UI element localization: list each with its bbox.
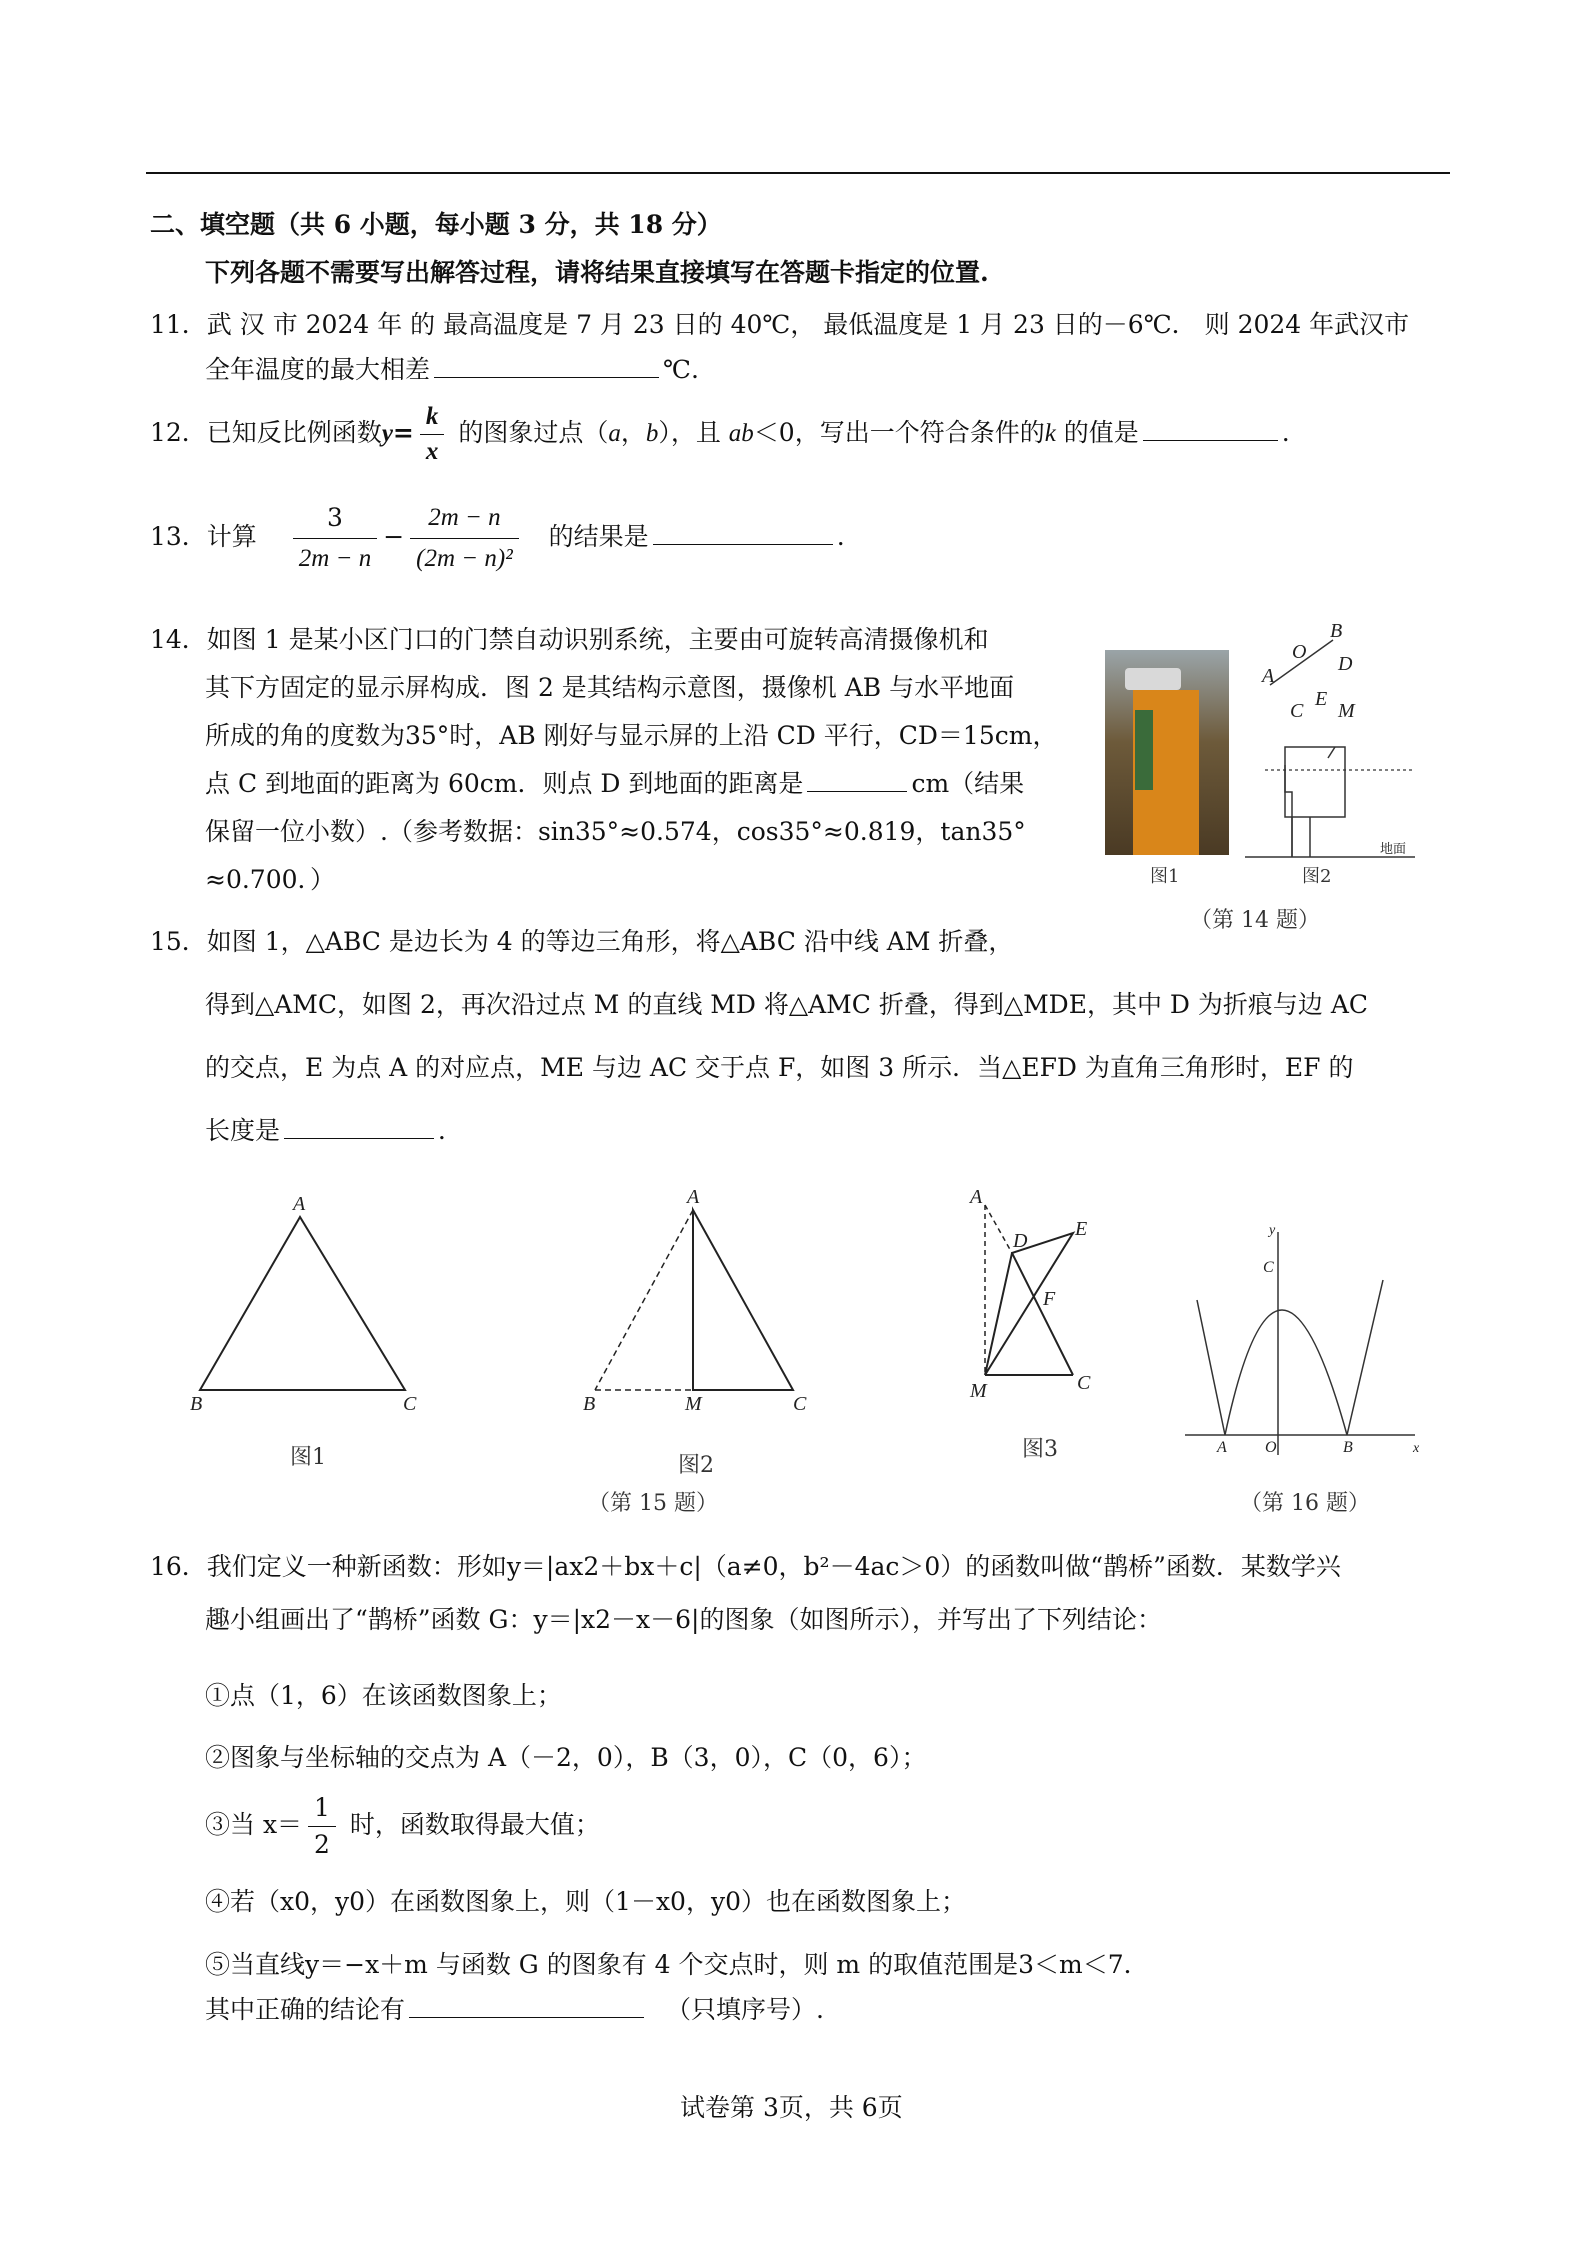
q12-answer-blank[interactable] [1143,418,1278,441]
q14-photo-camera [1125,668,1181,690]
q16-c3-fraction [308,1790,336,1863]
q14-point-C: C [1290,700,1304,722]
q16-label-B: B [1343,1439,1353,1456]
q15-fig2-label: 图2 [678,1453,714,1478]
q14-fig2-diagram [1240,620,1420,865]
q12-fraction [420,400,445,469]
q13-post: 的结果是 [540,522,649,551]
q14-point-E: E [1315,688,1328,710]
q14-line-6: ≈0.700．） [205,865,336,894]
q13-end: . [836,522,845,551]
q15-fig3-M: M [970,1380,987,1402]
q15-fig3-diagram [955,1185,1105,1405]
q14-point-O: O [1292,641,1307,663]
q13-answer-blank[interactable] [653,522,833,545]
q16-conclusion-3 [205,1790,600,1863]
q15-fig2-A: A [687,1186,700,1208]
q12-end: . [1281,418,1290,447]
q14-ground-label: 地面 [1380,841,1407,856]
q12-mid: 的图象过点（ [450,418,609,447]
q11-unit: ℃. [663,355,699,384]
q16-arch-curve [1225,1310,1347,1435]
q15-fig3-AD-dashed [985,1205,1012,1253]
q16-label-y: y [1269,1223,1276,1238]
q14-point-D: D [1338,653,1353,675]
q16-c3-pre: ③当 x＝ [205,1810,303,1839]
q12-frac-den: x [425,438,439,465]
q14-line-4 [205,764,1024,800]
q15-line-4-text: 长度是 [205,1116,281,1145]
q15-answer-blank[interactable] [284,1116,434,1139]
q15-line-4 [205,1111,463,1147]
q15-fig1-C: C [403,1393,417,1415]
q16-c3-num: 1 [308,1790,336,1827]
q12-post: 的值是 [1055,418,1139,447]
q16-graph [1185,1220,1425,1460]
q11-line1: 11．武 汉 市 2024 年 的 最高温度是 7 月 23 日的 40℃， 最低温度是 1 月 23 日的－6℃． 则 2024 年武汉市 [150,310,1410,339]
q16-conclusion-5: ⑤当直线y＝−x＋m 与函数 G 的图象有 4 个交点时，则 m 的取值范围是3＜m＜7． [205,1950,1149,1979]
q12-line [150,400,1290,469]
q14-fig1-photo [1105,650,1229,855]
q16-conclusion-4: ④若（x0，y0）在函数图象上，则（1－x0，y0）也在函数图象上； [205,1887,966,1916]
q12-pre: 12．已知反比例函数 [150,418,382,447]
q16-conclusion-1: ①点（1，6）在该函数图象上； [205,1681,562,1710]
q15-fig2-AB-dashed [595,1210,693,1390]
q16-label-x: x [1413,1441,1420,1456]
q14-point-A: A [1262,665,1275,687]
q13-pre: 13．计算 [150,522,257,551]
q13-f2-den: (2m − n)² [416,545,513,572]
q12-ab: ab [728,420,754,447]
q16-label-C: C [1263,1259,1274,1276]
q15-line-3: 的交点，E 为点 A 的对应点，ME 与边 AC 交于点 F，如图 3 所示．当△EFD 为直角三角形时，EF 的 [205,1053,1354,1082]
q15-fig3-label: 图3 [1022,1437,1058,1462]
q13-f2-num: 2m − n [410,498,519,539]
q15-fig2-B: B [583,1393,596,1415]
q16-label-A: A [1217,1439,1227,1456]
q16-conclusion-2: ②图象与坐标轴的交点为 A（－2，0），B（3，0），C（0，6）； [205,1743,927,1772]
q13-line [150,498,845,579]
q15-fig3-F: F [1043,1288,1056,1310]
q13-minus: − [383,522,405,551]
q15-line-1: 15．如图 1，△ABC 是边长为 4 的等边三角形，将△ABC 沿中线 AM 折叠， [150,927,1014,956]
q13-fraction-2 [410,498,519,579]
page-footer: 试卷第 3页，共 6页 [680,2093,903,2122]
q14-screen-box [1285,747,1345,817]
q15-fig1-A: A [293,1193,306,1215]
q15-caption: （第 15 题） [588,1491,718,1516]
q15-line-2: 得到△AMC，如图 2，再次沿过点 M 的直线 MD 将△AMC 折叠，得到△MDE，其中 D 为折痕与边 AC [205,990,1369,1019]
q12-mid2: ），且 [658,418,729,447]
q14-point-M: M [1338,700,1355,722]
q15-end: ． [438,1116,464,1145]
q12-fn-y: y [381,420,393,447]
q16-label-O: O [1265,1439,1277,1456]
q14-line-3: 所成的角的度数为35°时，AB 刚好与显示屏的上沿 CD 平行，CD＝15cm， [205,721,1058,750]
q12-fn-eq: = [392,418,414,447]
q16-final-pre: 其中正确的结论有 [205,1995,406,2024]
q12-comma: ， [620,418,646,447]
q14-CD [1328,747,1335,758]
q14-answer-blank[interactable] [807,769,907,792]
q14-post-left [1285,765,1292,857]
q13-f1-den: 2m − n [298,545,372,572]
section-heading: 二、填空题（共 6 小题，每小题 3 分，共 18 分） [150,210,722,239]
q15-fig1-label: 图1 [290,1445,326,1470]
q14-line-2: 其下方固定的显示屏构成．图 2 是其结构示意图，摄像机 AB 与水平地面 [205,673,1015,702]
q15-fig3-D: D [1013,1230,1028,1252]
q15-fig2-triangle-AMC [693,1210,793,1390]
q16-line-2: 趣小组画出了“鹊桥”函数 G：y＝|x2－x－6|的图象（如图所示），并写出了下列结论： [205,1605,1162,1634]
q12-b: b [645,420,659,447]
q16-c3-den: 2 [314,1830,330,1859]
q15-fig2-diagram [575,1185,835,1415]
q14-caption: （第 14 题） [1190,908,1320,933]
q13-f1-num: 3 [293,498,377,539]
q11-line2 [205,350,699,386]
q14-line-5: 保留一位小数）.（参考数据：sin35°≈0.574，cos35°≈0.819，tan35° [205,817,1026,846]
q14-point-B: B [1330,620,1343,642]
q16-c3-post: 时，函数取得最大值； [341,1810,600,1839]
q15-fig2-C: C [793,1393,807,1415]
q15-fig3-A: A [970,1186,983,1208]
q11-line2-text: 全年温度的最大相差 [205,355,431,384]
q11-answer-blank[interactable] [434,355,659,378]
header-rule [146,172,1450,174]
q12-frac-num: k [420,400,445,435]
q14-line-1: 14．如图 1 是某小区门口的门禁自动识别系统，主要由可旋转高清摄像机和 [150,625,989,654]
q12-mid3: ＜0，写出一个符合条件的 [753,418,1045,447]
q15-fig1-diagram [190,1185,430,1415]
q15-fig3-E: E [1075,1218,1088,1240]
q14-line-4-text: 点 C 到地面的距离为 60cm．则点 D 到地面的距离是 [205,769,804,798]
q12-a: a [608,420,621,447]
q15-fig3-C: C [1077,1372,1091,1394]
q16-left-branch [1197,1300,1225,1435]
q14-photo-screen [1135,710,1153,790]
q16-caption: （第 16 题） [1240,1491,1370,1516]
q15-fig3-triangle-MDE [985,1233,1073,1375]
section-instruction: 下列各题不需要写出解答过程，请将结果直接填写在答题卡指定的位置. [205,258,989,287]
q15-fig2-M: M [685,1393,702,1415]
q16-right-branch [1347,1280,1383,1435]
q14-line-4-tail: cm（结果 [911,769,1025,798]
q16-final-line [205,1990,824,2026]
q16-answer-blank[interactable] [409,1995,644,2018]
q13-fraction-1 [293,498,377,579]
q14-fig2-label: 图2 [1302,866,1332,887]
q14-fig1-label: 图1 [1150,866,1180,887]
q12-k: k [1044,420,1056,447]
q15-fig3-DC [1012,1253,1073,1375]
q15-fig1-triangle [200,1217,405,1390]
q16-final-post: （只填序号）. [666,1995,824,2024]
q16-line-1: 16．我们定义一种新函数：形如y＝|ax2＋bx＋c|（a≠0，b²－4ac＞0）的函数叫做“鹊桥”函数．某数学兴 [150,1552,1341,1581]
q15-fig1-B: B [190,1393,203,1415]
